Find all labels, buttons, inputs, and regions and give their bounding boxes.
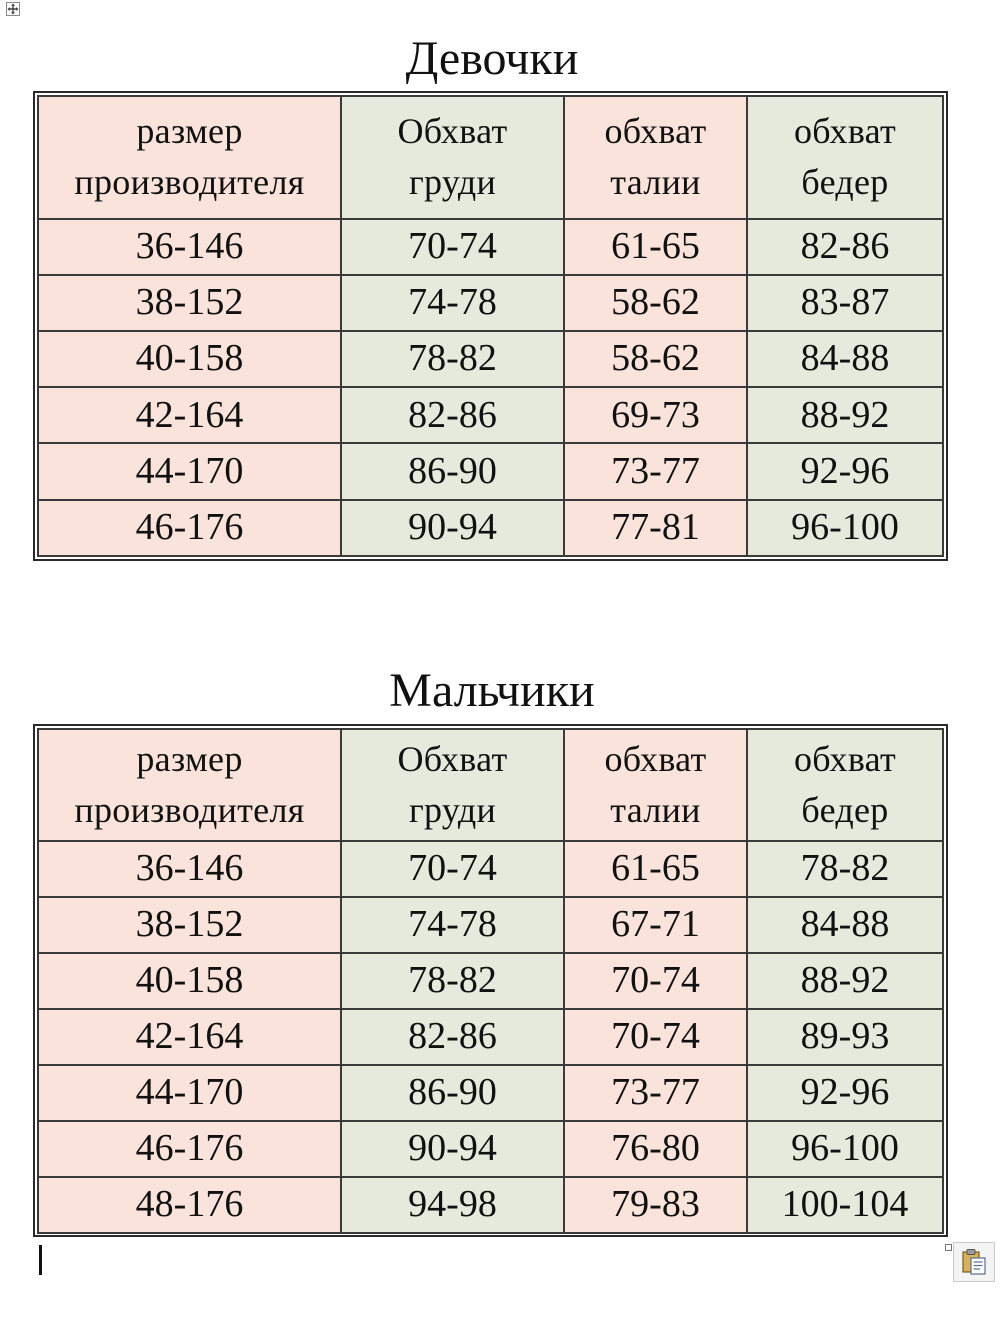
header-cell-line: талии: [610, 790, 701, 830]
table-row: [38, 1065, 943, 1121]
table-cell-size: 40-158: [38, 953, 341, 1009]
table-cell-hips: 92-96: [747, 1065, 943, 1121]
table-row: [38, 500, 943, 556]
header-cell-line: бедер: [801, 790, 889, 830]
header-cell-line: размер: [136, 739, 243, 779]
table-cell-waist: 69-73: [564, 387, 747, 443]
table-cell-hips: 88-92: [747, 953, 943, 1009]
table-cell-hips: 92-96: [747, 443, 943, 499]
table-cell-size: 44-170: [38, 443, 341, 499]
table-cell-chest: 82-86: [341, 387, 564, 443]
table-cell-waist: 76-80: [564, 1121, 747, 1177]
table-cell-size: 38-152: [38, 275, 341, 331]
table-row: [38, 1121, 943, 1177]
table-row: [38, 275, 943, 331]
table-cell-hips: 96-100: [747, 1121, 943, 1177]
table-row: [38, 331, 943, 387]
table-cell-chest: 78-82: [341, 953, 564, 1009]
header-cell-line: Обхват: [397, 739, 508, 779]
table-cell-hips: 96-100: [747, 500, 943, 556]
boys-section-title: Мальчики: [389, 664, 595, 717]
header-cell-line: обхват: [604, 111, 707, 152]
table-cell-chest: 74-78: [341, 897, 564, 953]
girls-header-row: [38, 96, 943, 219]
table-cell-chest: 82-86: [341, 1009, 564, 1065]
header-cell-line: груди: [408, 162, 497, 203]
table-row: [38, 897, 943, 953]
header-cell-waist: [564, 729, 747, 841]
table-cell-hips: 83-87: [747, 275, 943, 331]
table-cell-chest: 90-94: [341, 1121, 564, 1177]
table-row: [38, 841, 943, 897]
table-cell-size: 46-176: [38, 1121, 341, 1177]
table-cell-waist: 73-77: [564, 443, 747, 499]
table-row: [38, 219, 943, 275]
header-cell-line: Обхват: [397, 111, 508, 152]
table-cell-size: 36-146: [38, 841, 341, 897]
table-row: [38, 387, 943, 443]
header-cell-line: обхват: [793, 739, 897, 779]
table-cell-hips: 84-88: [747, 897, 943, 953]
table-cell-chest: 94-98: [341, 1177, 564, 1233]
header-cell-line: обхват: [793, 111, 897, 152]
table-cell-chest: 78-82: [341, 331, 564, 387]
table-row: [38, 1009, 943, 1065]
table-cell-chest: 70-74: [341, 219, 564, 275]
girls-size-table: [33, 91, 948, 561]
header-cell-line: бедер: [801, 162, 889, 203]
table-cell-chest: 86-90: [341, 1065, 564, 1121]
table-cell-chest: 74-78: [341, 275, 564, 331]
header-cell-line: груди: [408, 790, 497, 830]
table-cell-chest: 70-74: [341, 841, 564, 897]
table-cell-size: 44-170: [38, 1065, 341, 1121]
table-cell-size: 42-164: [38, 387, 341, 443]
table-resize-handle[interactable]: [945, 1244, 952, 1251]
text-cursor: [39, 1245, 42, 1275]
header-cell-line: производителя: [74, 790, 305, 830]
table-cell-waist: 61-65: [564, 841, 747, 897]
header-cell-size: [38, 729, 341, 841]
header-cell-waist: [564, 96, 747, 219]
table-cell-hips: 78-82: [747, 841, 943, 897]
table-cell-chest: 86-90: [341, 443, 564, 499]
table-cell-hips: 100-104: [747, 1177, 943, 1233]
table-move-handle-icon[interactable]: [6, 2, 20, 16]
table-row: [38, 1177, 943, 1233]
table-cell-hips: 89-93: [747, 1009, 943, 1065]
table-cell-waist: 70-74: [564, 953, 747, 1009]
table-row: [38, 953, 943, 1009]
table-cell-size: 48-176: [38, 1177, 341, 1233]
table-cell-size: 40-158: [38, 331, 341, 387]
header-cell-hips: [747, 96, 943, 219]
table-row: [38, 443, 943, 499]
header-cell-line: производителя: [74, 162, 305, 203]
header-cell-chest: [341, 729, 564, 841]
header-cell-size: [38, 96, 341, 219]
table-cell-size: 36-146: [38, 219, 341, 275]
boys-size-table: [33, 724, 948, 1237]
table-cell-waist: 58-62: [564, 331, 747, 387]
table-cell-waist: 67-71: [564, 897, 747, 953]
header-cell-line: обхват: [604, 739, 707, 779]
header-cell-chest: [341, 96, 564, 219]
table-cell-waist: 79-83: [564, 1177, 747, 1233]
header-cell-line: размер: [136, 111, 243, 152]
table-cell-hips: 84-88: [747, 331, 943, 387]
table-cell-waist: 61-65: [564, 219, 747, 275]
table-cell-waist: 58-62: [564, 275, 747, 331]
boys-header-row: [38, 729, 943, 841]
table-cell-hips: 88-92: [747, 387, 943, 443]
table-cell-waist: 70-74: [564, 1009, 747, 1065]
table-cell-size: 42-164: [38, 1009, 341, 1065]
table-cell-hips: 82-86: [747, 219, 943, 275]
table-cell-chest: 90-94: [341, 500, 564, 556]
header-cell-hips: [747, 729, 943, 841]
table-cell-waist: 73-77: [564, 1065, 747, 1121]
paste-options-icon: [959, 1247, 989, 1277]
girls-section-title: Девочки: [405, 32, 579, 85]
table-cell-waist: 77-81: [564, 500, 747, 556]
header-cell-line: талии: [610, 162, 701, 203]
paste-options-button[interactable]: [953, 1242, 995, 1282]
table-cell-size: 46-176: [38, 500, 341, 556]
table-cell-size: 38-152: [38, 897, 341, 953]
